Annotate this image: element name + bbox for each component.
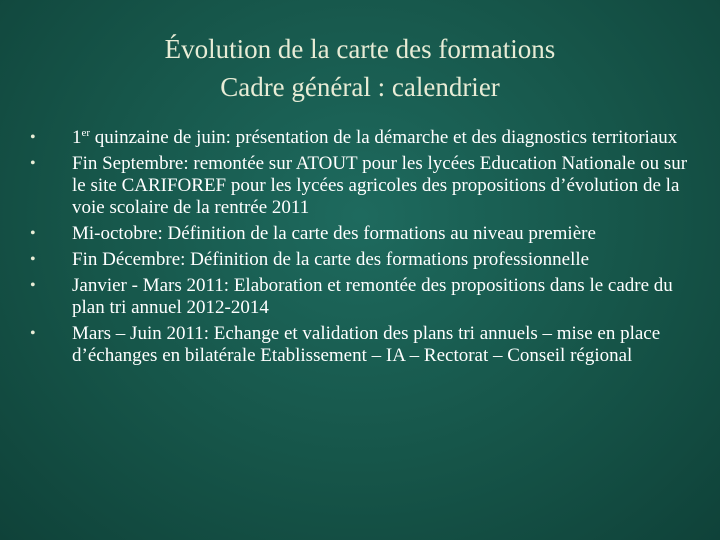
item-text: Mars – Juin 2011: Echange et validation des plans tri annuels – mise en place d’échanges en bilatérale Etablissement – IA – Rectorat – Conseil régional xyxy=(72,323,661,366)
bullet-icon: • xyxy=(30,225,36,242)
item-prefix: 1 xyxy=(72,127,82,148)
list-item xyxy=(30,223,690,245)
item-text: Mi-octobre: Définition de la carte des formations au niveau première xyxy=(72,223,596,244)
title-line-2: Cadre général : calendrier xyxy=(220,72,500,102)
bullet-icon: • xyxy=(30,251,36,268)
item-text: Fin Décembre: Définition de la carte des formations professionnelle xyxy=(72,249,590,270)
list-item xyxy=(30,249,690,271)
title-line-1: Évolution de la carte des formations xyxy=(164,34,556,64)
item-text: Fin Septembre: remontée sur ATOUT pour les lycées Education Nationale ou sur le site CARIFOREF pour les lycées agricoles des propositions d’évolution de la voie scolaire de la rentrée 2011 xyxy=(72,153,688,218)
item-superscript: er xyxy=(81,127,91,139)
item-text: Janvier - Mars 2011: Elaboration et remontée des propositions dans le cadre du plan tri annuel 2012-2014 xyxy=(72,275,673,318)
bullet-icon: • xyxy=(30,277,36,294)
list-item xyxy=(30,323,690,367)
bullet-icon: • xyxy=(30,129,36,146)
item-text: quinzaine de juin: présentation de la démarche et des diagnostics territoriaux xyxy=(90,127,678,148)
slide-title xyxy=(40,30,680,106)
bullet-list xyxy=(30,127,690,371)
bullet-icon: • xyxy=(30,155,36,172)
list-item xyxy=(30,127,690,149)
list-item xyxy=(30,153,690,219)
bullet-icon: • xyxy=(30,325,36,342)
list-item xyxy=(30,275,690,319)
